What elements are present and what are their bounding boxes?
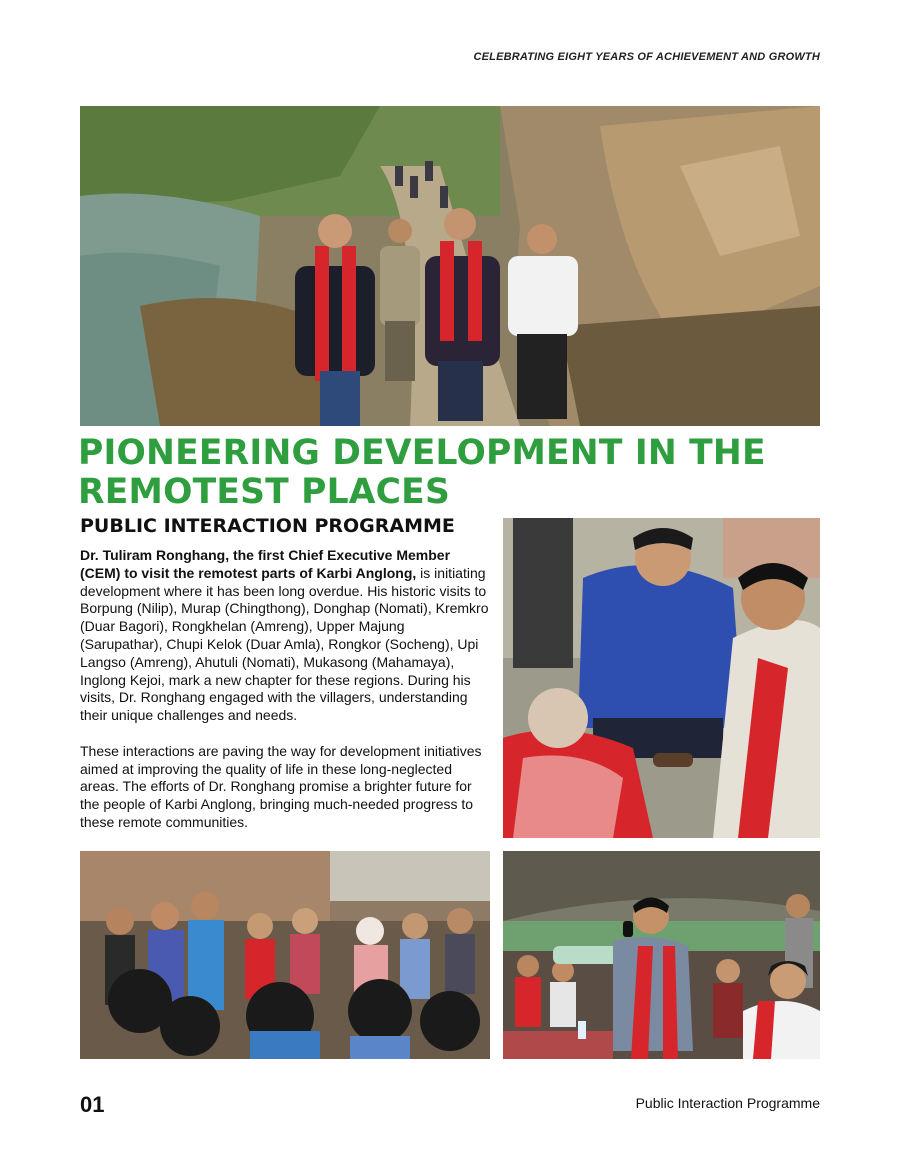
page-title	[78, 434, 838, 512]
header-tagline: CELEBRATING EIGHT YEARS OF ACHIEVEMENT AND GROWTH	[473, 51, 820, 63]
paragraph-1-rest: is initiating development where it has been long overdue. His historic visits to Borpung (Nilip), Murap (Chingthong), Donghap (Nomati), Kremkro (Duar Bagori), Rongkhelan (Amreng), Upper Majung (Sarupathar), Chupi Kelok (Duar Amla), Rongkor (Socheng), Upi Langso (Amreng), Ahutuli (Nomati), Mukasong (Mahamaya), Inglong Kejoi, mark a new chapter for these regions. During his visits, Dr. Ronghang engaged with the villagers, understanding their unique challenges and needs.	[80, 564, 489, 724]
crowd-photo	[80, 851, 490, 1059]
hero-photo	[80, 106, 820, 426]
article-body	[80, 547, 490, 850]
section-subtitle: PUBLIC INTERACTION PROGRAMME	[80, 515, 455, 537]
paragraph-2: These interactions are paving the way for development initiatives aimed at improving the quality of life in these long-neglected areas. The efforts of Dr. Ronghang promise a brighter future for the people of Karbi Anglong, bringing much-needed progress to these remote communities.	[80, 742, 482, 830]
footer-section-label: Public Interaction Programme	[635, 1095, 820, 1111]
page-title-line-1: PIONEERING DEVELOPMENT IN THE	[78, 433, 766, 473]
page-title-line-2: REMOTEST PLACES	[78, 472, 450, 512]
paragraph-1-lead: Dr. Tuliram Ronghang, the first Chief Executive Member (CEM) to visit the remotest parts of Karbi Anglong,	[80, 547, 451, 581]
greeting-photo	[503, 518, 820, 838]
page-number: 01	[80, 1092, 105, 1117]
paragraph-1	[80, 547, 490, 725]
tent-meeting-photo	[503, 851, 820, 1059]
